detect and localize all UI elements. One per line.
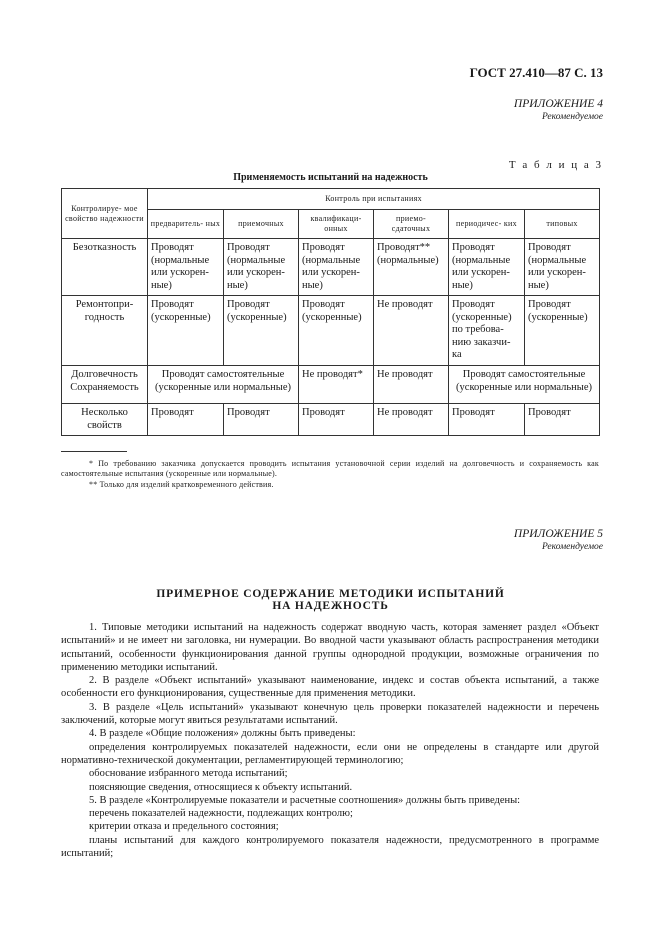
- appendix-5-note: Рекомендуемое: [541, 542, 603, 552]
- subheader-type: типовых: [525, 210, 600, 239]
- table-cell: Проводят (ускоренные) по требова- нию заказчи- ка: [449, 296, 525, 366]
- method-title: [0, 588, 661, 612]
- paragraph: 5. В разделе «Контролируемые показатели и расчетные соотношения» должны быть приведены:: [89, 794, 521, 806]
- table-row: [62, 296, 600, 366]
- table-cell: Проводят (нормальные или ускорен- ные): [449, 239, 525, 296]
- row-property: Несколько свойств: [62, 404, 148, 436]
- merged-cell-left: Проводят самостоятельные (ускоренные или нормальные): [148, 366, 299, 404]
- paragraph: обоснование избранного метода испытаний;: [89, 768, 288, 780]
- table-title: Применяемость испытаний на надежность: [233, 172, 428, 183]
- appendix-4-note: Рекомендуемое: [541, 112, 603, 122]
- property-storability: Сохраняемость: [70, 381, 139, 393]
- paragraph: перечень показателей надежности, подлежащих контролю;: [89, 808, 353, 820]
- table-cell: Проводят (нормальные или ускорен- ные): [224, 239, 299, 296]
- footnote-1: * По требованию заказчика допускается проводить испытания установочной серии изделий на долговечность и сохраняемость как самостоятельные испытания (ускоренные или нормальные).: [61, 459, 599, 478]
- paragraph: критерии отказа и предельного состояния;: [89, 821, 279, 833]
- table-number: Т а б л и ц а 3: [508, 159, 603, 171]
- table-cell: Проводят** (нормальные): [374, 239, 449, 296]
- subheader-delivery: приемо- сдаточных: [374, 210, 449, 239]
- appendix-5-title: ПРИЛОЖЕНИЕ 5: [513, 528, 603, 540]
- footnote-2: ** Только для изделий кратковременного действия.: [89, 480, 274, 489]
- page-header: ГОСТ 27.410—87 С. 13: [469, 65, 603, 80]
- footnote-divider: [61, 451, 127, 452]
- table-cell: Не проводят: [374, 404, 449, 436]
- header-property: Контролируе- мое свойство надежности: [62, 189, 148, 239]
- table-cell: Проводят: [224, 404, 299, 436]
- paragraph: 4. В разделе «Общие положения» должны быть приведены:: [89, 728, 356, 740]
- table-cell: Проводят: [525, 404, 600, 436]
- table-cell: Не проводят: [374, 366, 449, 404]
- appendix-5-label: [514, 528, 603, 554]
- paragraph: 3. В разделе «Цель испытаний» указывают конечную цель проверки показателей надежности и перечень заключений, которые могут явиться результатами испытаний.: [61, 701, 599, 727]
- paragraph: поясняющие сведения, относящиеся к объекту испытаний.: [89, 781, 353, 793]
- table-row: [62, 404, 600, 436]
- table-row: [62, 366, 600, 404]
- subheader-acceptance: приемочных: [224, 210, 299, 239]
- row-property: Безотказность: [62, 239, 148, 296]
- property-durability: Долговечность: [71, 369, 138, 380]
- paragraph: планы испытаний для каждого контролируемого показателя надежности, предусмотренного в программе испытаний;: [61, 834, 599, 860]
- applicability-table: [61, 188, 600, 436]
- table-cell: Проводят: [449, 404, 525, 436]
- table-row: [62, 239, 600, 296]
- paragraph: 1. Типовые методики испытаний на надежность содержат вводную часть, которая заменяет раздел «Объект испытаний» и не имеет ни заголовка, ни нумерации. Во вводной части указывают область распространения методики испытаний, особенности функционирования данной группы однородной продукции, возможные ограничения по применению методики испытаний.: [61, 622, 599, 673]
- table-cell: Проводят (нормальные или ускорен- ные): [525, 239, 600, 296]
- merged-cell-right: Проводят самостоятельные (ускоренные или нормальные): [449, 366, 600, 404]
- method-body: [61, 621, 599, 860]
- table-cell: Проводят: [148, 404, 224, 436]
- header-control-group: Контроль при испытаниях: [148, 189, 600, 210]
- table-cell: Проводят (ускоренные): [299, 296, 374, 366]
- row-property: [62, 366, 148, 404]
- subheader-qualification: квалификаци- онных: [299, 210, 374, 239]
- paragraph: определения контролируемых показателей надежности, если они не определены в стандарте или другой нормативно-технической документации, регламентирующей терминологию;: [61, 741, 599, 766]
- method-title-line-1: ПРИМЕРНОЕ СОДЕРЖАНИЕ МЕТОДИКИ ИСПЫТАНИЙ: [156, 588, 505, 600]
- row-property: Ремонтопри- годность: [62, 296, 148, 366]
- table-cell: Проводят (нормальные или ускорен- ные): [148, 239, 224, 296]
- table-cell: Проводят: [299, 404, 374, 436]
- appendix-4-label: [514, 98, 603, 124]
- table-cell: Проводят (ускоренные): [224, 296, 299, 366]
- table-cell: Проводят (ускоренные): [525, 296, 600, 366]
- subheader-preliminary: предваритель- ных: [148, 210, 224, 239]
- table-cell: Проводят (нормальные или ускорен- ные): [299, 239, 374, 296]
- method-title-line-2: НА НАДЕЖНОСТЬ: [272, 600, 389, 612]
- subheader-periodic: периодичес- ких: [449, 210, 525, 239]
- appendix-4-title: ПРИЛОЖЕНИЕ 4: [513, 98, 603, 110]
- paragraph: 2. В разделе «Объект испытаний» указывают наименование, индекс и состав объекта испытаний, а также особенности его функционирования, существенные для применения методики.: [61, 675, 599, 700]
- table-cell: Не проводят: [374, 296, 449, 366]
- table-cell: Не проводят*: [299, 366, 374, 404]
- table-cell: Проводят (ускоренные): [148, 296, 224, 366]
